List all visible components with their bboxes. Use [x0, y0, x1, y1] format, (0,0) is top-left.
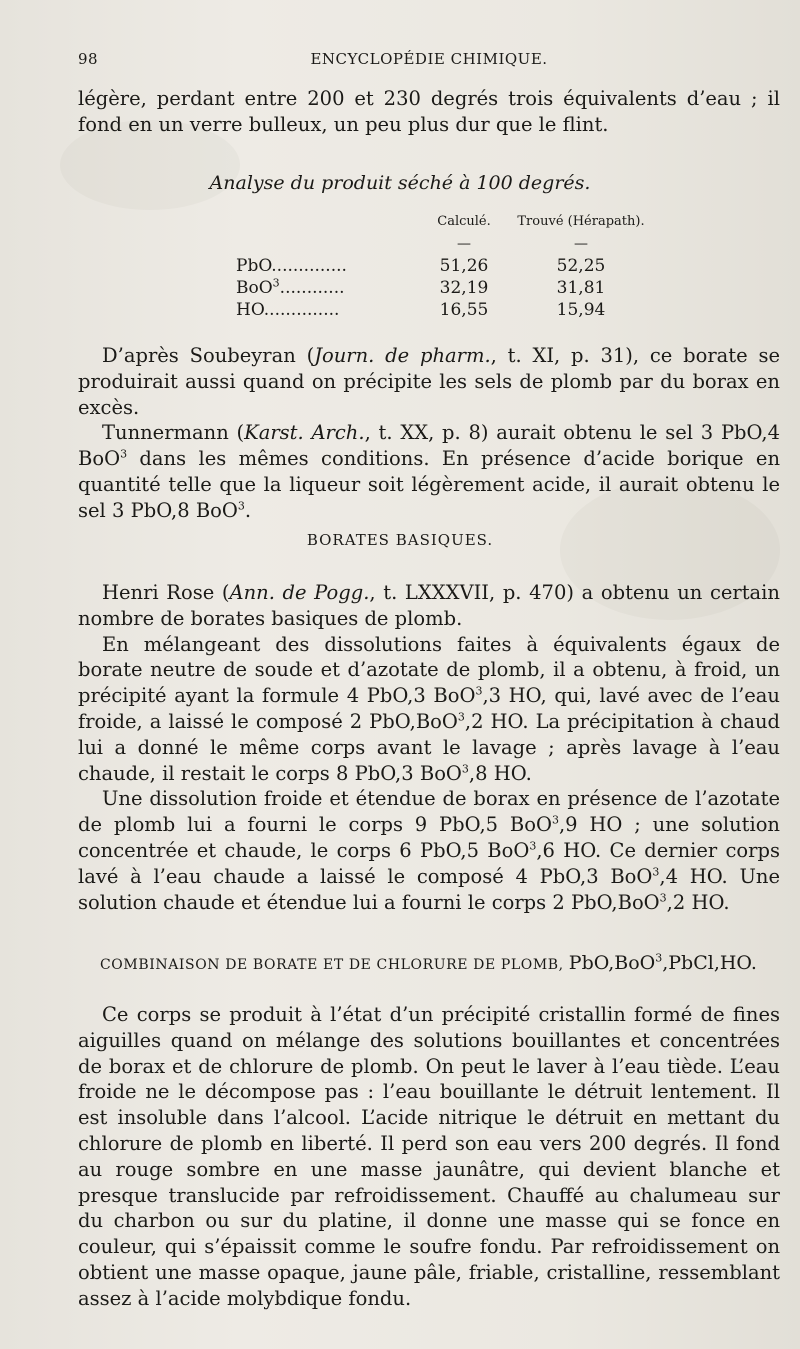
- col-trouve: Trouvé (Hérapath).: [517, 214, 645, 229]
- paragraph-rose: Henri Rose (Ann. de Pogg., t. LXXXVII, p. 470) a obtenu un certain nombre de borates basiques de plomb.: [78, 581, 780, 630]
- page-header: [78, 48, 780, 72]
- table-corner: [236, 214, 418, 233]
- body-block-3: [78, 1002, 780, 1312]
- journal-reference: Karst. Arch.: [244, 421, 365, 445]
- analysis-table: [236, 214, 652, 321]
- body-block-1: [78, 343, 780, 524]
- row-label: BoO$^3$............: [236, 276, 345, 298]
- journal-reference: Journ. de pharm.: [314, 344, 491, 367]
- section-heading-combinaison: COMBINAISON DE BORATE ET DE CHLORURE DE PLOMB, PbO,BoO$^3$,PbCl,HO.: [100, 951, 757, 974]
- row-calc: 32,19: [439, 278, 489, 298]
- dash-row: [236, 233, 652, 255]
- analysis-caption: Analyse du produit séché à 100 degrés.: [209, 172, 591, 194]
- table-row: [236, 277, 652, 299]
- col-calcule: Calculé.: [437, 214, 491, 229]
- table-row: [236, 299, 652, 321]
- dash: —: [574, 236, 588, 252]
- paragraph-soubeyran: D’après Soubeyran (Journ. de pharm., t. XI, p. 31), ce borate se produirait aussi quand on précipite les sels de plomb par du borax en excès.: [78, 344, 780, 419]
- paragraph-melangeant: En mélangeant des dissolutions faites à équivalents égaux de borate neutre de soude et d’azotate de plomb, il a obtenu, à froid, un précipité ayant la formule 4 PbO,3 BoO$^3$,3 HO, qui, lavé avec de l’eau froide, a laissé le composé 2 PbO,BoO$^3$,2 HO. La précipitation à chaud lui a donné le même corps avant le lavage ; après lavage à l’eau chaude, il restait le corps 8 PbO,3 BoO$^3$,8 HO.: [78, 632, 780, 785]
- running-title: ENCYCLOPÉDIE CHIMIQUE.: [310, 50, 548, 68]
- row-label: PbO..............: [236, 256, 347, 276]
- section-heading-borates-basiques: BORATES BASIQUES.: [306, 531, 494, 549]
- body-block-2: [78, 580, 780, 915]
- row-found: 31,81: [556, 278, 606, 298]
- journal-reference: Ann. de Pogg.: [229, 581, 370, 604]
- table-row: [236, 255, 652, 277]
- table-header-row: [236, 214, 652, 233]
- page-number: 98: [78, 50, 99, 68]
- row-calc: 51,26: [439, 256, 489, 276]
- formula: PbO,BoO$^3$,PbCl,HO.: [568, 951, 757, 974]
- row-found: 15,94: [556, 300, 606, 320]
- dash: —: [457, 236, 471, 252]
- paragraph-dissolution: Une dissolution froide et étendue de borax en présence de l’azotate de plomb lui a fourni le corps 9 PbO,5 BoO$^3$,9 HO ; une solution concentrée et chaude, le corps 6 PbO,5 BoO$^3$,6 HO. Ce dernier corps lavé à l’eau chaude a laissé le composé 4 PbO,3 BoO$^3$,4 HO. Une solution chaude et étendue lui a fourni le corps 2 PbO,BoO$^3$,2 HO.: [78, 787, 780, 914]
- row-found: 52,25: [556, 256, 606, 276]
- intro-paragraph: légère, perdant entre 200 et 230 degrés trois équivalents d’eau ; il fond en un verre bulleux, un peu plus dur que le flint.: [78, 87, 780, 136]
- row-calc: 16,55: [439, 300, 489, 320]
- paragraph-tunnermann: Tunnermann (Karst. Arch., t. XX, p. 8) aurait obtenu le sel 3 PbO,4 BoO$^3$ dans les mêmes conditions. En présence d’acide borique en quantité telle que la liqueur soit légèrement acide, il aurait obtenu le sel 3 PbO,8 BoO$^3$.: [78, 421, 780, 522]
- row-label: HO..............: [236, 300, 340, 320]
- paragraph-final: Ce corps se produit à l’état d’un précipité cristallin formé de fines aiguilles quand on mélange des solutions bouillantes et concentrées de borax et de chlorure de plomb. On peut le laver à l’eau tiède. L’eau froide ne le décompose pas : l’eau bouillante le détruit lentement. Il est insoluble dans l’alcool. L’acide nitrique le détruit en mettant du chlorure de plomb en liberté. Il perd son eau vers 200 degrés. Il fond au rouge sombre en une masse jaunâtre, qui devient blanche et presque translucide par refroidissement. Chauffé au chalumeau sur du charbon ou sur du platine, il donne une masse qui se fonce en couleur, qui s’épaissit comme le soufre fondu. Par refroidissement on obtient une masse opaque, jaune pâle, friable, cristalline, ressemblant assez à l’acide molybdique fondu.: [78, 1003, 780, 1310]
